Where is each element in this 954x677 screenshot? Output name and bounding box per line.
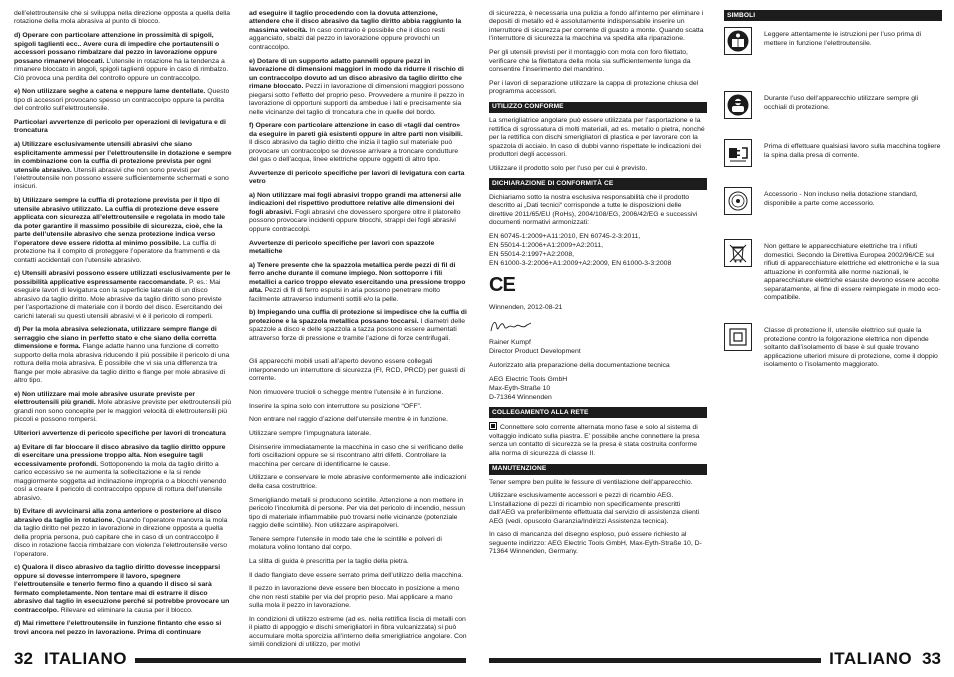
paragraph — [249, 585, 467, 610]
text: COLLEGAMENTO ALLA RETE — [492, 408, 589, 416]
subsection-heading — [14, 430, 232, 438]
text: Inserire la spina solo con interruttore su posizione “OFF”. — [249, 402, 422, 410]
paragraph — [14, 197, 232, 265]
bold-text: a) Evitare di far bloccare il disco abrasivo da taglio diritto oppure di esercitare una pressione troppo alta. Non eseguire tagli eccessivamente profondi. — [14, 443, 226, 468]
text: Winnenden, 2012-08-21 — [489, 304, 563, 312]
paragraph — [489, 10, 707, 44]
text: Dichiariamo sotto la nostra esclusiva responsabilità che il prodotto descritto ai „Dati tecnici“ corrisponde a tutte le disposizioni delle direttive 2011/65/EU (RoHs), 2004/108/EG, 2006/42/EG e successivi documenti normativi armonizzati: — [489, 193, 698, 226]
section-header — [489, 178, 707, 189]
subsection-heading — [249, 170, 467, 187]
paragraph — [14, 326, 232, 385]
paragraph — [489, 492, 707, 526]
symbols-column — [724, 10, 942, 636]
paragraph — [14, 10, 232, 27]
text: MANUTENZIONE — [492, 465, 547, 473]
paragraph — [489, 339, 707, 347]
bold-text: b) Utilizzare sempre la cuffia di protezione prevista per il tipo di utensile abrasivo utilizzato. La cuffia di protezione deve essere applicata con sicurezza all’elettroutensile e regolata in modo tale da poter garantire il massimo possibile di sicurezza, cioè, che la parte dell’utensile abrasivo che senza protezione indica verso l’operatore deve essere ridotta al minimo possibile. — [14, 197, 226, 247]
paragraph — [249, 58, 467, 117]
text: EN 61000-3-2:2006+A1:2009+A2:2009, EN 61000-3-3:2008 — [489, 259, 672, 267]
text: Per gli utensili previsti per il montaggio con mola con foro filettato, verificare che la filettatura della mola sia sufficientemente lunga da consentire l’inserimento del mandrino. — [489, 49, 691, 74]
paragraph — [249, 558, 467, 566]
paragraph — [14, 391, 232, 425]
text: Rilevare ed eliminare la causa per il blocco. — [58, 606, 193, 614]
page-number-right: 33 — [922, 649, 941, 668]
paragraph — [489, 531, 707, 556]
symbol-class-ii — [724, 323, 942, 383]
text: Gli apparecchi mobili usati all’aperto devono essere collegati interponendo un interruttore di sicurezza (FI, RCD, PRCD) per guasti di corrente. — [249, 358, 466, 383]
symbol-text: Accessorio - Non incluso nella dotazione standard, disponibile a parte come accessorio. — [764, 191, 918, 207]
paragraph — [249, 122, 467, 164]
ce-mark: CE — [489, 274, 515, 297]
text: Utilizzare sempre l’impugnatura laterale. — [249, 430, 372, 438]
bold-text: b) Evitare di avvicinarsi alla zona anteriore o posteriore al disco abrasivo da taglio in rotazione. — [14, 508, 222, 524]
symbol-text: Durante l’uso dell’apparecchio utilizzare sempre gli occhiali di protezione. — [764, 95, 919, 111]
text: EN 55014-2:1997+A2:2008, — [489, 250, 575, 258]
bold-text: e) Dotare di un supporto adatto pannelli oppure pezzi in lavorazione di dimensioni maggiori in modo da ridurre il rischio di un contraccolpo dovuto ad un disco abrasivo da taglio diritto che rimane bloccato. — [249, 57, 464, 91]
paragraph — [489, 385, 707, 393]
bold-text: Particolari avvertenze di pericolo per operazioni di levigatura e di troncatura — [14, 118, 226, 135]
text: Questo tipo di accessori provocano spesso un contraccolpo oppure la perdita del controllo sull’elettroutensile. — [14, 88, 230, 113]
symbol-text: Non gettare le apparecchiature elettriche tra i rifiuti domestici. Secondo la Direttiva Europea 2002/96/CE sui rifiuti di apparecchiature elettriche ed elettroniche e la sua attuazione in conformità alle norme nazionali, le apparecchiature elettriche esauste devono essere accolte separatamente, al fine di essere reimpiegate in modo eco-compatibile. — [764, 243, 941, 302]
text: dell’elettroutensile che si sviluppa nella direzione opposta a quella della rotazione della mola abrasiva al punto di blocco. — [14, 10, 231, 26]
class-ii-double-square-icon — [724, 323, 752, 351]
left-page-column-1 — [14, 10, 232, 636]
subsection-heading — [249, 240, 467, 257]
text: In condizioni di utilizzo estreme (ad es. nella rettifica liscia di metalli con il piatto di appoggio e dischi smerigliatori in fibra vulcanizzata) si può accumulare molta sporcizia all’interno della smerigliatrice angolare. Con simili condizioni di utilizzo, per motivi — [249, 615, 467, 649]
spacer — [249, 348, 467, 358]
right-page-column-1 — [489, 10, 707, 636]
paragraph — [14, 270, 232, 321]
text: Mole abrasive previste per elettroutensili più grandi non sono concepite per le maggiori velocità di elettroutensili più piccoli e possono rompersi. — [14, 399, 232, 424]
text: Rainer Kumpf — [489, 339, 531, 347]
paragraph — [249, 444, 467, 469]
bold-text: Avvertenze di pericolo specifiche per lavori con spazzole metalliche — [249, 239, 435, 256]
paragraph — [249, 616, 467, 650]
paragraph — [489, 376, 707, 384]
paragraph — [489, 394, 707, 402]
left-page-footer — [14, 650, 466, 668]
text: La cuffia di protezione ha il compito di proteggere l’operatore da frammenti e da contatti accidentali con l’utensile abrasivo. — [14, 239, 220, 264]
text: La smerigliatrice angolare può essere utilizzata per l’asportazione e la rettifica di sgrossatura di molti materiali, ad es. metallo o pietra, nonché per la rettifica con dischi smerigliatori di plastica e per lavorare con la spazzola di acciaio. In caso di dubbi vanno rispettate le indicazioni dei produttori degli accessori. — [489, 117, 705, 159]
text: Tenere sempre l’utensile in modo tale che le scintille e polveri di molatura volino lontano dal corpo. — [249, 535, 442, 552]
text: Max-Eyth-Straße 10 — [489, 384, 551, 392]
language-label-right: ITALIANO — [829, 649, 913, 668]
text: Disinserire immediatamente la macchina in caso che si verificano delle forti oscillazioni oppure se si riscontrano altri difetti. Controllare la macchina per cercare di identificarne le cause. — [249, 443, 464, 468]
bold-text: Ulteriori avvertenze di pericolo specifiche per lavori di troncatura — [14, 430, 226, 437]
text: Sottoponendo la mola da taglio diritto a carico eccessivo se ne aumenta la sollecitazione e la si rende maggiormente soggetta ad inclinazione impropria o a blocchi venendo così a creare il pericolo di contraccolpo oppure di rottura dell’utensile abrasivo. — [14, 460, 227, 502]
paragraph — [14, 141, 232, 192]
text: Tener sempre ben pulite le fessure di ventilazione dell’apparecchio. — [489, 478, 693, 486]
bold-text: f) Operare con particolare attenzione in caso di «tagli dal centro» da eseguire in pareti già esistenti oppure in altre parti non visibili. — [249, 122, 463, 138]
text: EN 55014-1:2006+A1:2009+A2:2011, — [489, 241, 604, 249]
paragraph — [249, 497, 467, 531]
paragraph — [249, 262, 467, 304]
paragraph — [249, 192, 467, 234]
text: Per i lavori di separazione utilizzare la cappa di protezione chiusa del programma accessori. — [489, 79, 699, 96]
bold-text: e) Non utilizzare seghe a catena e neppure lame dentellate. — [14, 88, 206, 96]
accessory-disc-icon — [724, 187, 752, 215]
paragraph — [249, 389, 467, 397]
weee-bin-icon — [724, 239, 752, 267]
paragraph — [489, 80, 707, 97]
paragraph — [14, 508, 232, 559]
section-header — [489, 102, 707, 113]
paragraph — [249, 403, 467, 411]
text: UTILIZZO CONFORME — [492, 103, 564, 111]
paragraph — [489, 304, 707, 312]
text: Flange adatte hanno una funzione di corretto supporto della mola abrasiva riducendo il più possibile il pericolo di una rottura della mola abrasiva. È possibile che vi sia una differenza tra flange per mole abrasive da taglio diritto e flange per mole abrasive di altro tipo. — [14, 343, 230, 385]
bold-text: Avvertenze di pericolo specifiche per lavori di levigatura con carta vetro — [249, 169, 465, 186]
section-header — [489, 464, 707, 475]
bold-text: a) Utilizzare esclusivamente utensili abrasivi che siano esplicitamente ammessi per l’elettroutensile in dotazione e sempre in combinazione con la cuffia di protezione prevista per ogni utensile abrasivo. — [14, 141, 232, 174]
paragraph — [14, 32, 232, 83]
subsection-heading — [14, 119, 232, 136]
paragraph — [249, 416, 467, 424]
paragraph — [249, 430, 467, 438]
bold-text: ad eseguire il taglio procedendo con la dovuta attenzione, attendere che il disco abrasivo da taglio diritto abbia raggiunto la massima velocità. — [249, 10, 462, 34]
text: Smerigliando metalli si producono scintille. Attenzione a non mettere in pericolo l’incolumità di persone. Per via del pericolo di incendio, nessun tipo di materiale infiammabile può trovarsi nelle vicinanze (potenziale raggio delle scintille). Non utilizzare aspirapolveri. — [249, 496, 466, 530]
text: In caso contrario è possibile che il disco resti agganciato, sbalzi dal pezzo in lavorazione oppure provochi un contraccolpo. — [249, 26, 445, 51]
bold-text: d) Operare con particolare attenzione in prossimità di spigoli, spigoli taglienti ecc.. Avere cura di impedire che portautensili o accessori possano rimbalzare dal pezzo in lavorazione oppure possano rimanervi bloccati. — [14, 32, 220, 65]
bold-text: d) Mai rimettere l’elettroutensile in funzione fintanto che esso si trovi ancora nel pezzo in lavorazione. Prima di continuare — [14, 620, 222, 636]
symbol-read-manual — [724, 27, 942, 79]
left-page-column-2 — [249, 10, 467, 649]
text: Utilizzare il prodotto solo per l’uso per cui è previsto. — [489, 164, 648, 172]
text: Pezzi di fil di ferro espulsi in aria possono penetrare molto facilmente attraverso indumenti sottili e/o la pelle. — [249, 287, 440, 303]
text: di sicurezza, è necessaria una pulizia a fondo all’interno per eliminare i depositi di metallo ed è assolutamente indispensabile inserire un interruttore di sicurezza per corrente di guasto a monte. Quando scatta l’interruttore di sicurezza la macchina va spedita alla riparazione. — [489, 10, 704, 43]
ac-square-icon — [489, 422, 497, 430]
text: EN 60745-1:2009+A11:2010, EN 60745-2-3:2011, — [489, 232, 641, 240]
text: Utensili abrasivi che non sono previsti per l’elettroutensile non possono essere sufficientemente schermati e sono insicuri. — [14, 166, 229, 191]
text: Quando l’operatore manovra la mola da taglio diritto nel pezzo in lavorazione in direzione opposta a quella della propria persona, può capitare che in caso di un contraccolpo il disco in rotazione faccia rimbalzare con violenza l’elettroutensile verso l’operatore. — [14, 516, 228, 558]
footer-stripe-right — [489, 658, 821, 663]
paragraph — [489, 49, 707, 74]
paragraph — [249, 572, 467, 580]
paragraph — [489, 242, 707, 250]
symbols-header: SIMBOLI — [724, 10, 942, 21]
safety-goggles-icon — [724, 91, 752, 119]
text: P. es.: Mai eseguire lavori di levigatura con la superficie laterale di un disco abrasivo da taglio diritto. Mole abrasive da taglio diritto sono previste per l’asportazione di materiale con il bordo del disco. Esercitando dei carichi laterali su questi utensili abrasivi vi è il pericolo di romperli. — [14, 278, 223, 320]
bold-text: d) Per la mola abrasiva selezionata, utilizzare sempre flange di serraggio che siano in perfetto stato e che siano della corretta dimensione e forma. — [14, 326, 217, 351]
page-number-left: 32 — [14, 649, 33, 668]
symbol-text: Leggere attentamente le istruzioni per l’uso prima di mettere in funzione l’elettroutensile. — [764, 31, 922, 47]
text: Pezzi in lavorazione di dimensioni maggiori possono piegarsi sotto l’effetto del proprio peso. Provvedere a munire il pezzo in lavorazione di opportuni supporti da ambedue i lati e precisamente sia nelle vicinanze del taglio di troncatura che in quelle del bordo. — [249, 83, 465, 116]
text: Director Product Development — [489, 348, 581, 356]
text: Non rimuovere trucioli o schegge mentre l’utensile è in funzione. — [249, 389, 444, 397]
unplug-icon — [724, 139, 752, 167]
paragraph — [249, 309, 467, 343]
paragraph — [489, 117, 707, 159]
text: Connettere solo corrente alternata mono fase e solo al sistema di voltaggio indicato sulla piastra. E’ possibile anche connettere la presa senza un contatto di sicurezza se la presa è stata costruita conforme alla norma di sicurezza di classe II. — [489, 424, 700, 457]
right-page-footer — [489, 650, 941, 668]
read-manual-icon — [724, 27, 752, 55]
paragraph — [14, 620, 232, 637]
text: La slitta di guida è prescritta per la taglio della pietra. — [249, 557, 409, 565]
bold-text: c) Qualora il disco abrasivo da taglio diritto dovesse incepparsi oppure si dovesse interrompere il lavoro, spegnere l’elettroutensile e tenerlo fermo fino a quando il disco si sarà fermato completamente. Non tentare mai di estrarre il disco abrasivo dal taglio in esecuzione perché si potrebbe provocare un contraccolpo. — [14, 564, 230, 614]
paragraph — [14, 564, 232, 615]
paragraph — [14, 88, 232, 113]
text: Non entrare nel raggio d’azione dell’utensile mentre è in funzione. — [249, 416, 448, 424]
symbol-weee — [724, 239, 942, 309]
paragraph — [489, 233, 707, 241]
paragraph — [489, 362, 707, 370]
text: Il pezzo in lavorazione deve essere ben bloccato in posizione a meno che non resti stabile per via del proprio peso. Mai applicare a mano sulla mola il pezzo in lavorazione. — [249, 585, 460, 610]
paragraph — [489, 260, 707, 268]
paragraph — [249, 10, 467, 52]
footer-stripe-left — [135, 658, 466, 663]
symbol-accessory — [724, 187, 942, 225]
text: Utilizzare e conservare le mole abrasive conformemente alle indicazioni della casa costruttrice. — [249, 474, 467, 490]
text: Il disco abrasivo da taglio diritto che inizia il taglio sul materiale può provocare un contraccolpo se dovesse arrivare a troncare condutture del gas o dell’acqua, linee elettriche oppure oggetti di altro tipo. — [249, 139, 459, 164]
paragraph — [249, 358, 467, 383]
bold-text: b) Impiegando una cuffia di protezione si impedisce che la cuffia di protezione e la spazzola metallica possano toccarsi. — [249, 309, 467, 325]
text: AEG Electric Tools GmbH — [489, 375, 568, 383]
text: In caso di mancanza del disegno esploso, può essere richiesto al seguente indirizzo: AEG Electric Tools GmbH, Max-Eyth-Straße 10, D-71364 Winnenden, Germany. — [489, 531, 702, 556]
text: I diametri delle spazzole a disco e delle spazzola a tazza possono essere aumentati attraverso forze di pressione e tramite l’azione di forze centrifugali. — [249, 317, 466, 342]
text: L’utensile in rotazione ha la tendenza a rimanere bloccato in angoli, spigoli taglienti oppure in caso di rimbalzo. Ciò provoca una perdita del controllo oppure un contraccolpo. — [14, 57, 229, 82]
symbol-text: Prima di effettuare qualsiasi lavoro sulla macchina togliere la spina dalla presa di corrente. — [764, 143, 941, 159]
paragraph — [489, 348, 707, 356]
text: DICHIARAZIONE DI CONFORMITÀ CE — [492, 179, 614, 187]
paragraph — [489, 422, 707, 458]
text: D-71364 Winnenden — [489, 393, 552, 401]
bold-text: a) Tenere presente che la spazzola metallica perde pezzi di fil di ferro anche durante il comune impiego. Non sottoporre i fili metallici a carico troppo elevato esercitando una pressione troppo alta. — [249, 261, 466, 295]
signature-icon — [489, 318, 707, 337]
language-label-left: ITALIANO — [44, 649, 128, 668]
text: Autorizzato alla preparazione della documentazione tecnica — [489, 361, 670, 369]
paragraph — [489, 479, 707, 487]
bold-text: e) Non utilizzare mai mole abrasive usurate previste per elettroutensili più grandi. — [14, 390, 196, 407]
paragraph — [489, 251, 707, 259]
text: Il dado flangiato deve essere serrato prima dell’utilizzo della macchina. — [249, 571, 464, 579]
paragraph — [249, 536, 467, 553]
symbol-safety-goggles — [724, 91, 942, 123]
text: Fogli abrasivi che dovessero sporgere oltre il platorello possono provocare incidenti oppure blocchi, strappi dei fogli abrasivi oppure contraccolpi. — [249, 208, 461, 233]
symbol-unplug — [724, 139, 942, 171]
paragraph — [14, 444, 232, 503]
text: Utilizzare esclusivamente accessori e pezzi di ricambio AEG. L’installazione di pezzi di ricambio non specificamente prescritti dall’AEG va preferibilmente effettuata dal servizio di assistenza clienti AEG (vedi. opuscolo Garanzia/Indirizzi Assistenza tecnica). — [489, 492, 700, 525]
paragraph — [489, 194, 707, 228]
section-header — [489, 407, 707, 418]
paragraph — [489, 165, 707, 173]
bold-text: a) Non utilizzare mai fogli abrasivi troppo grandi ma attenersi alle indicazioni del rispettivo produttore relative alle dimensioni dei fogli abrasivi. — [249, 191, 462, 216]
symbol-text: Classe di protezione II, utensile elettrico sul quale la protezione contro la folgorazione elettrica non dipende soltanto dall’isolamento di base è sul quale trovano applicazione ulteriori misure di protezione, come il doppio isolamento o l’isolamento maggiorato. — [764, 327, 938, 369]
bold-text: c) Utensili abrasivi possono essere utilizzati esclusivamente per le possibilità applicative espressamente raccomandate. — [14, 270, 231, 286]
paragraph — [249, 474, 467, 491]
